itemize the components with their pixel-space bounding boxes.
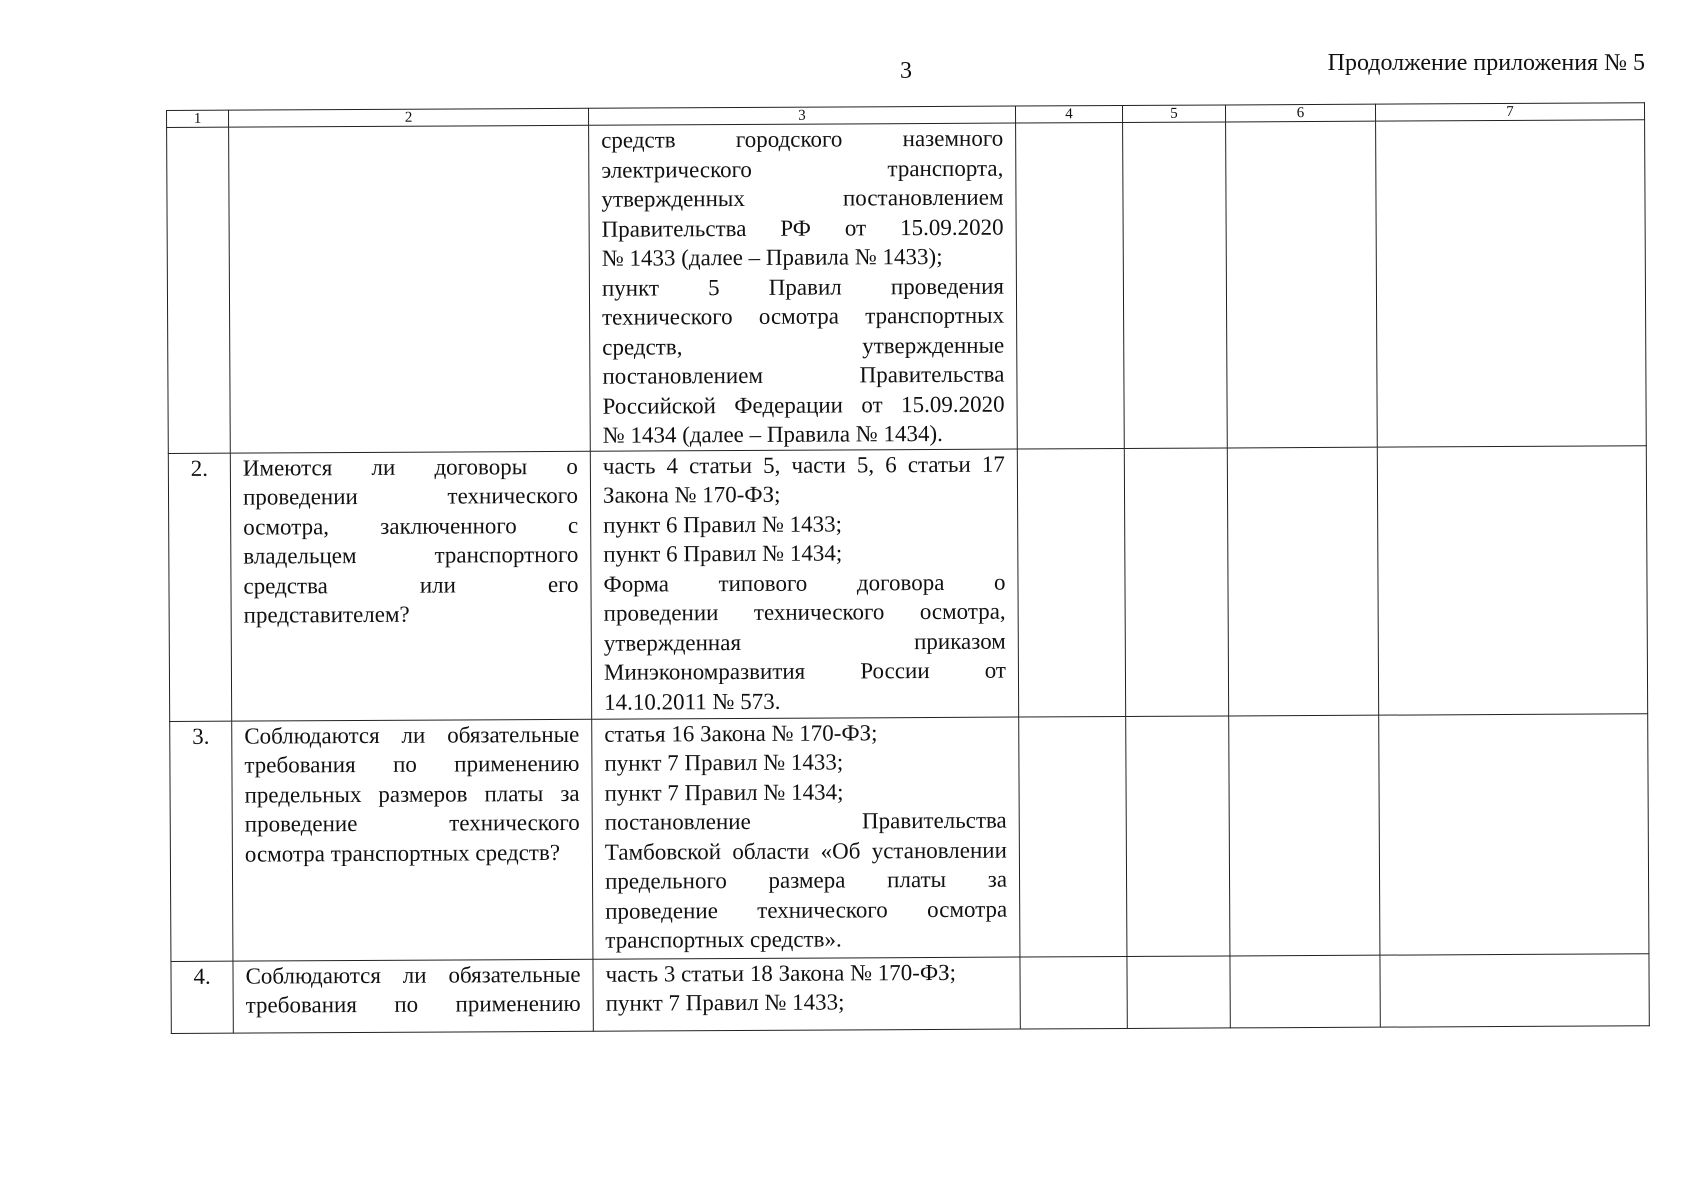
- col-header: 4: [1015, 105, 1122, 123]
- row-number: 2.: [168, 453, 231, 721]
- legal-basis-cell: [590, 449, 1018, 719]
- text-line: Соблюдаются ли обязательные: [245, 961, 581, 989]
- legal-basis-cell: [592, 717, 1020, 959]
- col-header: 6: [1225, 104, 1375, 122]
- empty-cell: [1227, 447, 1378, 716]
- text-line: требования по применению: [245, 990, 581, 1018]
- text-line: Форма типового договора о: [603, 569, 1006, 597]
- text-line: пункт 6 Правил № 1434;: [603, 540, 843, 567]
- text-line: проведение технического: [244, 809, 580, 837]
- text-line: проведении технического: [242, 482, 579, 510]
- checklist-table: [166, 102, 1650, 1033]
- empty-cell: [1229, 715, 1380, 956]
- empty-cell: [1123, 122, 1228, 448]
- question-cell: [229, 125, 591, 452]
- text-line: пункт 7 Правил № 1433;: [604, 749, 844, 776]
- text-line: транспортных средств».: [605, 926, 842, 953]
- empty-cell: [1019, 716, 1127, 957]
- text-line: осмотра, заключенного с: [243, 512, 579, 540]
- empty-cell: [1379, 713, 1649, 954]
- text-line: средства или его: [243, 571, 579, 599]
- row-number: [167, 127, 231, 453]
- text-line: пункт 7 Правил № 1433;: [605, 989, 845, 1016]
- question-cell: [230, 451, 591, 721]
- row-number: 3.: [170, 721, 233, 961]
- text-line: технического осмотра транспортных: [602, 302, 1005, 330]
- text-line: Минэкономразвития России от: [603, 657, 1007, 685]
- text-line: Правительства РФ от 15.09.2020: [601, 214, 1004, 242]
- text-line: постановлением Правительства: [602, 361, 1005, 389]
- text-line: 14.10.2011 № 573.: [604, 688, 781, 715]
- empty-cell: [1016, 122, 1125, 448]
- text-line: пункт 7 Правил № 1434;: [604, 778, 844, 806]
- question-cell: [233, 959, 593, 1033]
- text-line: проведение технического осмотра: [605, 896, 1008, 924]
- empty-cell: [1124, 447, 1228, 716]
- legal-basis-cell: [589, 123, 1018, 451]
- text-line: утвержденная приказом: [603, 628, 1006, 656]
- col-header: 1: [167, 110, 229, 127]
- empty-cell: [1020, 956, 1127, 1029]
- empty-cell: [1226, 121, 1378, 447]
- text-line: требования по применению: [244, 750, 580, 778]
- table-row: [171, 953, 1649, 1033]
- text-line: постановление Правительства: [604, 807, 1007, 835]
- empty-cell: [1380, 953, 1649, 1026]
- text-line: пункт 5 Правил проведения: [601, 273, 1004, 301]
- text-line: предельного размера платы за: [604, 866, 1008, 894]
- text-line: Тамбовской области «Об установлении: [604, 837, 1007, 865]
- text-line: представителем?: [243, 601, 410, 628]
- text-line: часть 4 статьи 5, части 5, 6 статьи 17: [602, 451, 1005, 479]
- text-line: утвержденных постановлением: [601, 184, 1004, 212]
- text-line: статья 16 Закона № 170-ФЗ;: [604, 719, 878, 747]
- question-cell: [232, 719, 593, 961]
- page-number: 3: [900, 58, 912, 84]
- text-line: средств городского наземного: [601, 125, 1004, 153]
- text-line: средств, утвержденные: [602, 332, 1005, 360]
- text-line: Имеются ли договоры о: [242, 453, 578, 481]
- text-line: № 1434 (далее – Правила № 1434).: [602, 420, 943, 448]
- empty-cell: [1377, 445, 1647, 714]
- legal-basis-cell: [593, 957, 1020, 1031]
- text-line: электрического транспорта,: [601, 155, 1004, 183]
- table-row: [170, 713, 1649, 961]
- text-line: часть 3 статьи 18 Закона № 170-ФЗ;: [605, 959, 957, 987]
- text-line: Закона № 170-ФЗ;: [602, 481, 781, 508]
- text-line: Соблюдаются ли обязательные: [244, 721, 580, 749]
- text-line: проведении технического осмотра,: [603, 598, 1006, 626]
- text-line: предельных размеров платы за: [244, 780, 580, 808]
- empty-cell: [1376, 120, 1647, 447]
- col-header: 3: [588, 106, 1015, 125]
- row-number: 4.: [171, 961, 233, 1033]
- text-line: № 1433 (далее – Правила № 1433);: [601, 243, 943, 271]
- col-header: 2: [229, 108, 589, 127]
- text-line: владельцем транспортного: [243, 541, 579, 569]
- col-header: 5: [1122, 105, 1225, 123]
- empty-cell: [1017, 448, 1125, 717]
- appendix-note: Продолжение приложения № 5: [1327, 50, 1645, 76]
- text-line: пункт 6 Правил № 1433;: [603, 510, 843, 538]
- text-line: Российской Федерации от 15.09.2020: [602, 391, 1005, 419]
- empty-cell: [1230, 955, 1380, 1028]
- col-header: 7: [1375, 103, 1644, 121]
- table-row: [168, 445, 1647, 721]
- text-line: осмотра транспортных средств?: [244, 839, 561, 867]
- table-row: [167, 120, 1647, 453]
- empty-cell: [1126, 715, 1230, 956]
- empty-cell: [1127, 955, 1230, 1028]
